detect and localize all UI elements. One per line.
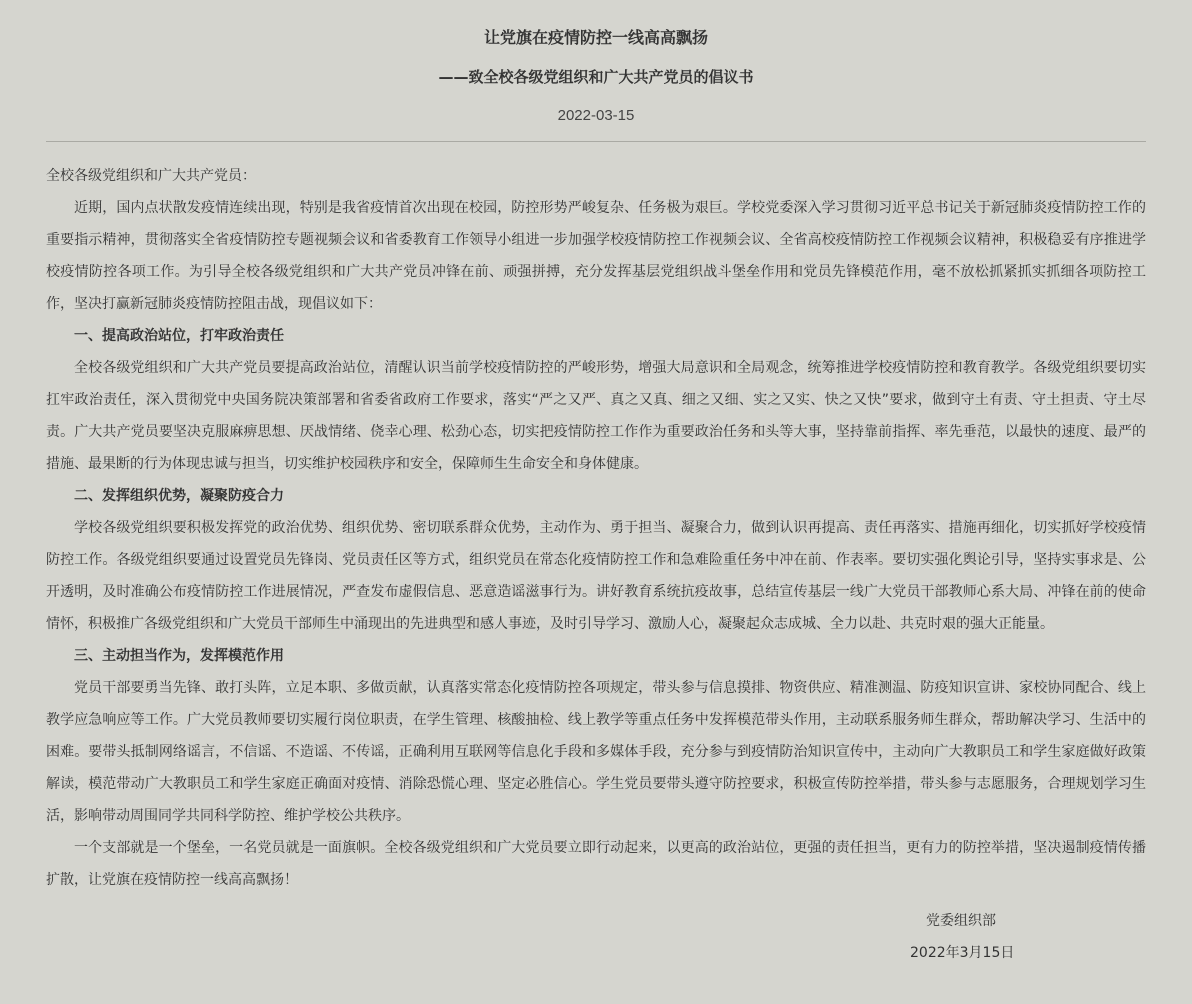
section-heading-3: 三、主动担当作为，发挥模范作用 (74, 648, 284, 664)
signature-date: 2022年3月15日 (910, 945, 1015, 961)
section-paragraph-2: 学校各级党组织要积极发挥党的政治优势、组织优势、密切联系群众优势，主动作为、勇于担当、凝聚合力，做到认识再提高、责任再落实、措施再细化，切实抓好学校疫情防控工作。各级党组织要通过设置党员先锋岗、党员责任区等方式，组织党员在常态化疫情防控工作和急难险重任务中冲在前、作表率。要切实强化舆论引导，坚持实事求是、公开透明，及时准确公布疫情防控工作进展情况，严查发布虚假信息、恶意造谣滋事行为。讲好教育系统抗疫故事，总结宣传基层一线广大党员干部教师心系大局、冲锋在前的使命情怀，积极推广各级党组织和广大党员干部师生中涌现出的先进典型和感人事迹，及时引导学习、激励人心，凝聚起众志成城、全力以赴、共克时艰的强大正能量。 (46, 520, 1146, 632)
intro-paragraph: 近期，国内点状散发疫情连续出现，特别是我省疫情首次出现在校园，防控形势严峻复杂、任务极为艰巨。学校党委深入学习贯彻习近平总书记关于新冠肺炎疫情防控工作的重要指示精神，贯彻落实全省疫情防控专题视频会议和省委教育工作领导小组进一步加强学校疫情防控工作视频会议、全省高校疫情防控工作视频会议精神，积极稳妥有序推进学校疫情防控各项工作。为引导全校各级党组织和广大共产党员冲锋在前、顽强拼搏，充分发挥基层党组织战斗堡垒作用和党员先锋模范作用，毫不放松抓紧抓实抓细各项防控工作，坚决打赢新冠肺炎疫情防控阻击战，现倡议如下： (46, 200, 1146, 312)
section-paragraph-1: 全校各级党组织和广大共产党员要提高政治站位，清醒认识当前学校疫情防控的严峻形势，增强大局意识和全局观念，统筹推进学校疫情防控和教育教学。各级党组织要切实扛牢政治责任，深入贯彻党中央国务院决策部署和省委省政府工作要求，落实“严之又严、真之又真、细之又细、实之又实、快之又快”要求，做到守土有责、守土担责、守土尽责。广大共产党员要坚决克服麻痹思想、厌战情绪、侥幸心理、松劲心态，切实把疫情防控工作作为重要政治任务和头等大事，坚持靠前指挥、率先垂范，以最快的速度、最严的措施、最果断的行为体现忠诚与担当，切实维护校园秩序和安全，保障师生生命安全和身体健康。 (46, 360, 1146, 472)
title-divider (46, 141, 1146, 142)
article-body (46, 160, 1146, 896)
section-heading-2: 二、发挥组织优势，凝聚防疫合力 (74, 488, 284, 504)
section-heading-1: 一、提高政治站位，打牢政治责任 (74, 328, 284, 344)
signature-org: 党委组织部 (926, 913, 996, 929)
article-title: 让党旗在疫情防控一线高高飘扬 (483, 28, 708, 47)
greeting: 全校各级党组织和广大共产党员： (46, 168, 256, 184)
closing-paragraph: 一个支部就是一个堡垒，一名党员就是一面旗帜。全校各级党组织和广大党员要立即行动起来，以更高的政治站位，更强的责任担当，更有力的防控举措，坚决遏制疫情传播扩散，让党旗在疫情防控一线高高飘扬！ (46, 840, 1146, 888)
article (46, 0, 1146, 961)
publish-date: 2022-03-15 (557, 107, 635, 124)
section-paragraph-3: 党员干部要勇当先锋、敢打头阵，立足本职、多做贡献，认真落实常态化疫情防控各项规定，带头参与信息摸排、物资供应、精准测温、防疫知识宣讲、家校协同配合、线上教学应急响应等工作。广大党员教师要切实履行岗位职责，在学生管理、核酸抽检、线上教学等重点任务中发挥模范带头作用，主动联系服务师生群众，帮助解决学习、生活中的困难。要带头抵制网络谣言，不信谣、不造谣、不传谣，正确利用互联网等信息化手段和多媒体手段，充分参与到疫情防治知识宣传中，主动向广大教职员工和学生家庭做好政策解读，模范带动广大教职员工和学生家庭正确面对疫情、消除恐慌心理、坚定必胜信心。学生党员要带头遵守防控要求，积极宣传防控举措，带头参与志愿服务，合理规划学习生活，影响带动周围同学共同科学防控、维护学校公共秩序。 (46, 680, 1146, 824)
article-subtitle: ——致全校各级党组织和广大共产党员的倡议书 (438, 68, 754, 86)
